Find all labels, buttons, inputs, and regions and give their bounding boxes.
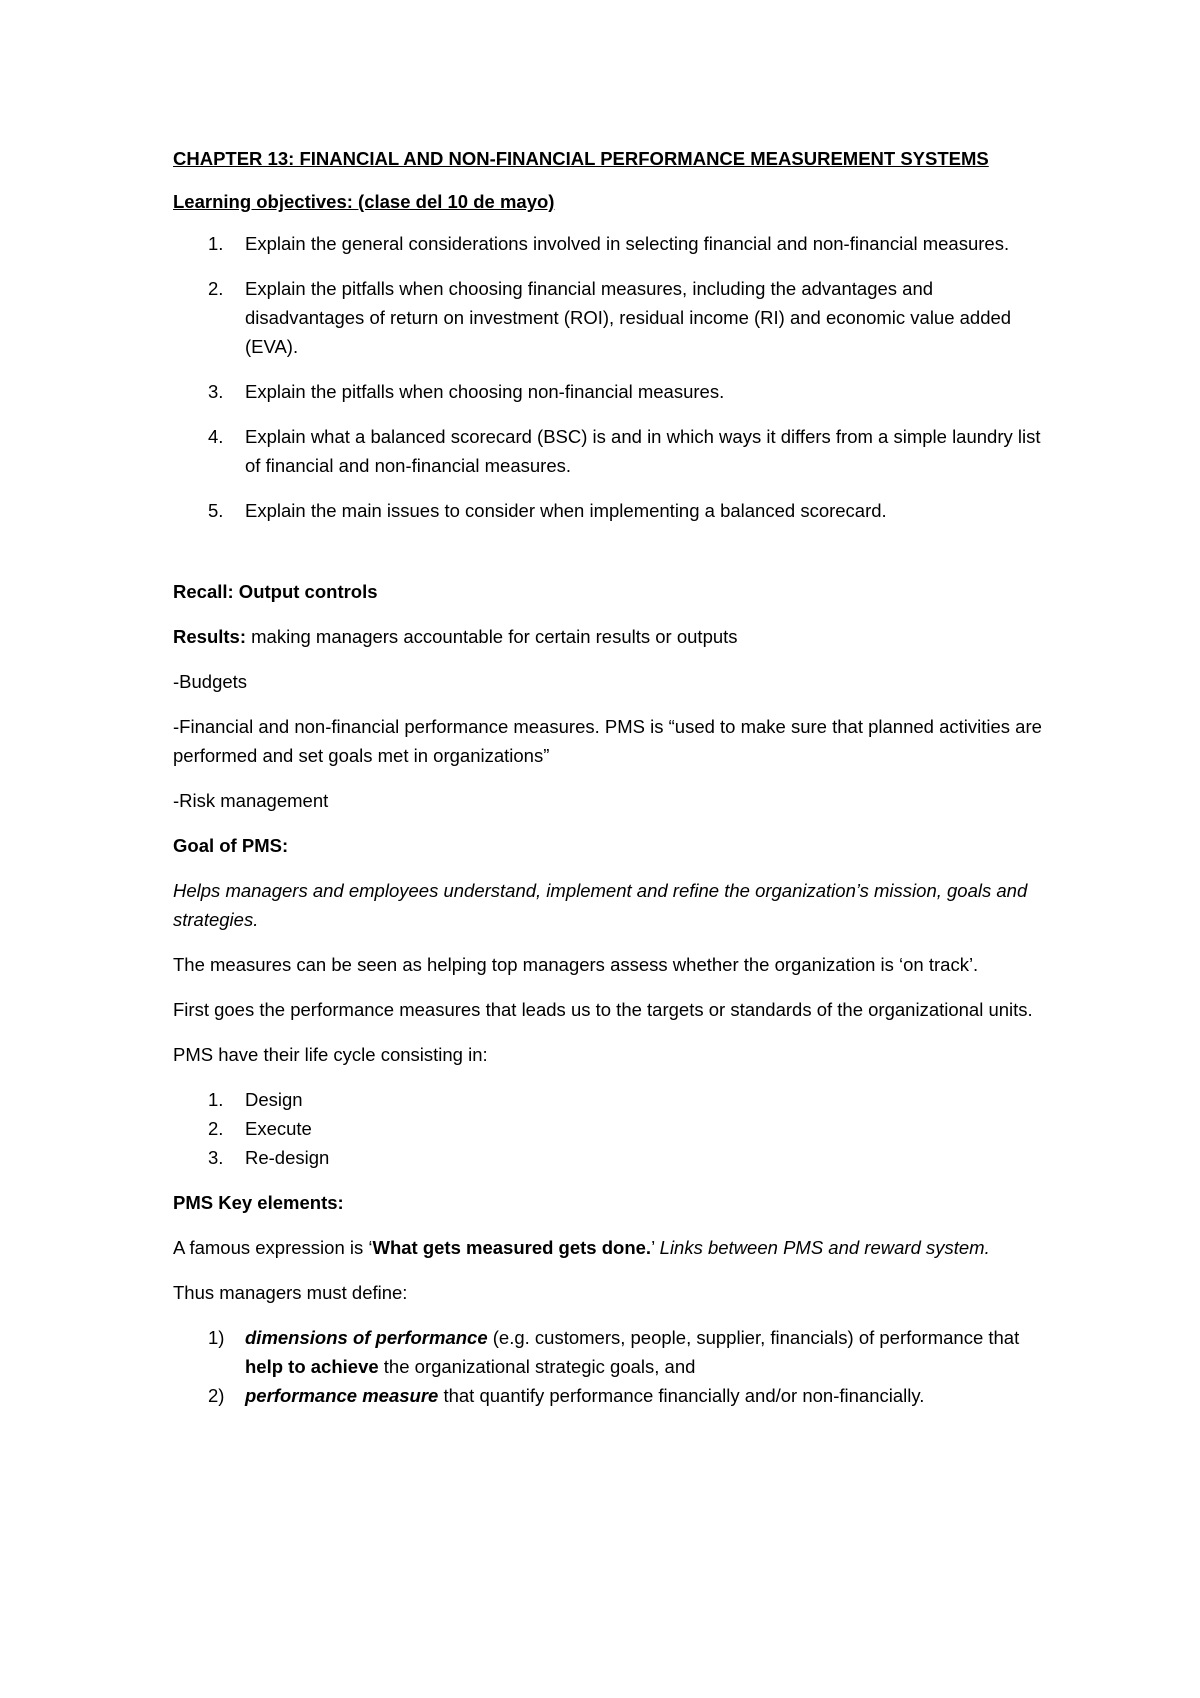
- measures-paragraph: The measures can be seen as helping top managers assess whether the organization is ‘on track’.: [173, 954, 979, 975]
- list-item: 1. Explain the general considerations involved in selecting financial and non-financial measures.: [208, 233, 1010, 254]
- lifecycle-list: [173, 1085, 1053, 1172]
- key-elements-heading: PMS Key elements:: [173, 1192, 344, 1213]
- list-item: 1) dimensions of performance (e.g. customers, people, supplier, financials) of performance that help to achieve the organizational strategic goals, and: [208, 1327, 1020, 1377]
- goal-heading: Goal of PMS:: [173, 835, 289, 856]
- first-goes-paragraph: First goes the performance measures that leads us to the targets or standards of the organizational units.: [173, 999, 1033, 1020]
- learning-objectives-heading: Learning objectives: (clase del 10 de mayo): [173, 191, 555, 212]
- list-item: 5. Explain the main issues to consider when implementing a balanced scorecard.: [208, 500, 887, 521]
- results-paragraph: Results: making managers accountable for certain results or outputs: [173, 626, 738, 647]
- recall-heading: Recall: Output controls: [173, 581, 378, 602]
- list-item: 2. Explain the pitfalls when choosing financial measures, including the advantages and disadvantages of return on investment (ROI), residual income (RI) and economic value added (EVA).: [208, 278, 1012, 357]
- chapter-title: CHAPTER 13: FINANCIAL AND NON-FINANCIAL PERFORMANCE MEASUREMENT SYSTEMS: [173, 148, 989, 169]
- list-item: 1. Design: [208, 1089, 303, 1110]
- budgets-line: -Budgets: [173, 671, 248, 692]
- document-body: [173, 144, 1053, 1410]
- list-item: 3. Re-design: [208, 1147, 330, 1168]
- list-item: 2. Execute: [208, 1118, 312, 1139]
- risk-management-line: -Risk management: [173, 790, 329, 811]
- list-item: 2) performance measure that quantify performance financially and/or non-financially.: [208, 1385, 925, 1406]
- expression-paragraph: A famous expression is ‘What gets measured gets done.’ Links between PMS and reward system.: [173, 1237, 990, 1258]
- list-item: 4. Explain what a balanced scorecard (BSC) is and in which ways it differs from a simple laundry list of financial and non-financial measures.: [208, 426, 1041, 476]
- financial-measures-paragraph: -Financial and non-financial performance measures. PMS is “used to make sure that planned activities are performed and set goals met in organizations”: [173, 716, 1042, 766]
- thus-paragraph: Thus managers must define:: [173, 1282, 408, 1303]
- objectives-list: [173, 229, 1053, 525]
- list-item: 3. Explain the pitfalls when choosing non-financial measures.: [208, 381, 725, 402]
- lifecycle-intro: PMS have their life cycle consisting in:: [173, 1044, 488, 1065]
- define-list: [173, 1323, 1053, 1410]
- goal-paragraph: Helps managers and employees understand, implement and refine the organization’s mission, goals and strategies.: [173, 880, 1028, 930]
